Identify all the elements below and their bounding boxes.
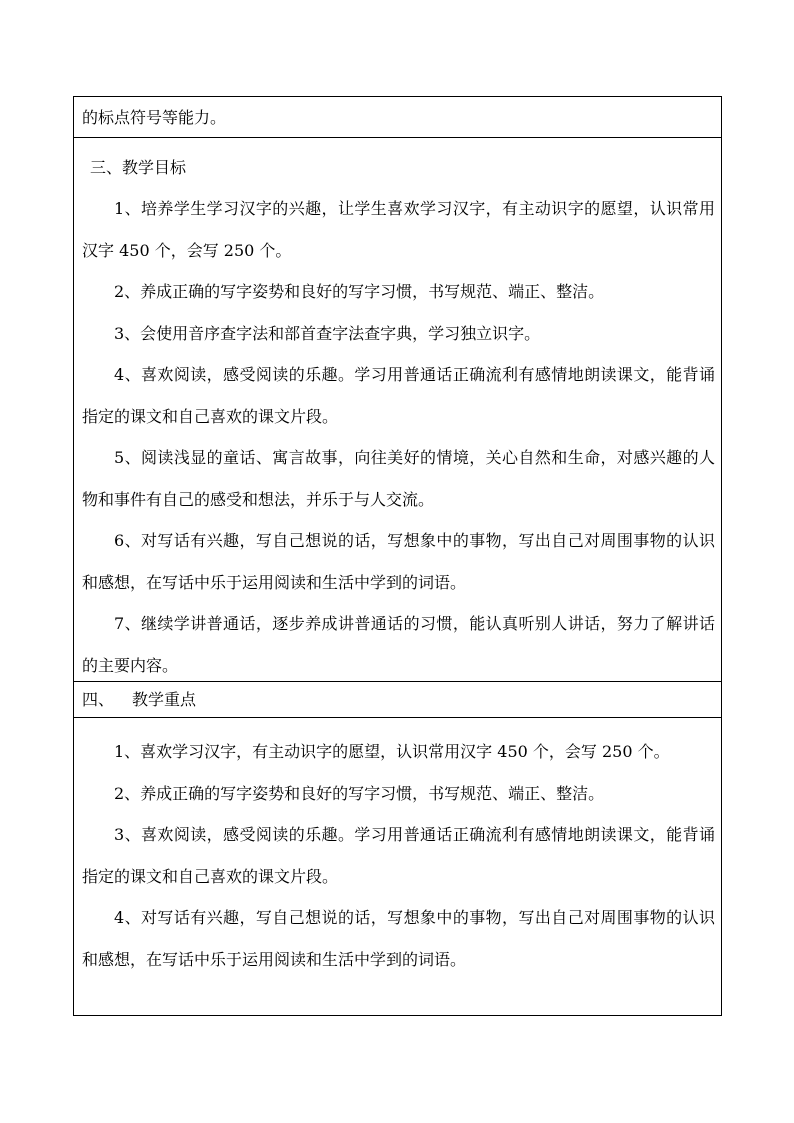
key-point-item: 1、喜欢学习汉字，有主动识字的愿望，认识常用汉字 450 个，会写 250 个。 — [114, 742, 670, 761]
key-points-heading-cell — [74, 682, 721, 718]
teaching-goals-heading: 三、教学目标 — [90, 158, 187, 177]
goal-item: 6、对写话有兴趣，写自己想说的话，写想象中的事物，写出自己对周围事物的认识和感想，在写话中乐于运用阅读和生活中学到的词语。 — [82, 531, 715, 592]
key-point-item: 2、养成正确的写字姿势和良好的写字习惯，书写规范、端正、整洁。 — [114, 783, 605, 803]
goal-item: 1、培养学生学习汉字的兴趣，让学生喜欢学习汉字，有主动识字的愿望，认识常用汉字 450 个，会写 250 个。 — [82, 199, 715, 260]
continued-text-cell — [74, 97, 721, 138]
teaching-goals-cell — [74, 138, 721, 682]
goal-item: 5、阅读浅显的童话、寓言故事，向往美好的情境，关心自然和生命，对感兴趣的人物和事件有自己的感受和想法，并乐于与人交流。 — [82, 448, 715, 509]
goal-item: 2、养成正确的写字姿势和良好的写字习惯，书写规范、端正、整洁。 — [114, 282, 605, 301]
goal-item: 3、会使用音序查字法和部首查字法查字典，学习独立识字。 — [114, 323, 541, 343]
key-points-heading-number: 四、 — [82, 690, 115, 709]
key-point-item: 3、喜欢阅读，感受阅读的乐趣。学习用普通话正确流利有感情地朗读课文，能背诵指定的课文和自己喜欢的课文片段。 — [82, 825, 715, 886]
key-points-heading: 教学重点 — [132, 690, 197, 709]
key-point-item: 4、对写话有兴趣，写自己想说的话，写想象中的事物，写出自己对周围事物的认识和感想，在写话中乐于运用阅读和生活中学到的词语。 — [82, 908, 715, 969]
goal-item: 7、继续学讲普通话，逐步养成讲普通话的习惯，能认真听别人讲话，努力了解讲话的主要内容。 — [82, 614, 715, 675]
key-points-cell — [74, 718, 721, 1015]
goal-item: 4、喜欢阅读，感受阅读的乐趣。学习用普通话正确流利有感情地朗读课文，能背诵指定的课文和自己喜欢的课文片段。 — [82, 365, 715, 426]
lesson-plan-table — [73, 96, 722, 1016]
continued-text: 的标点符号等能力。 — [82, 108, 227, 127]
